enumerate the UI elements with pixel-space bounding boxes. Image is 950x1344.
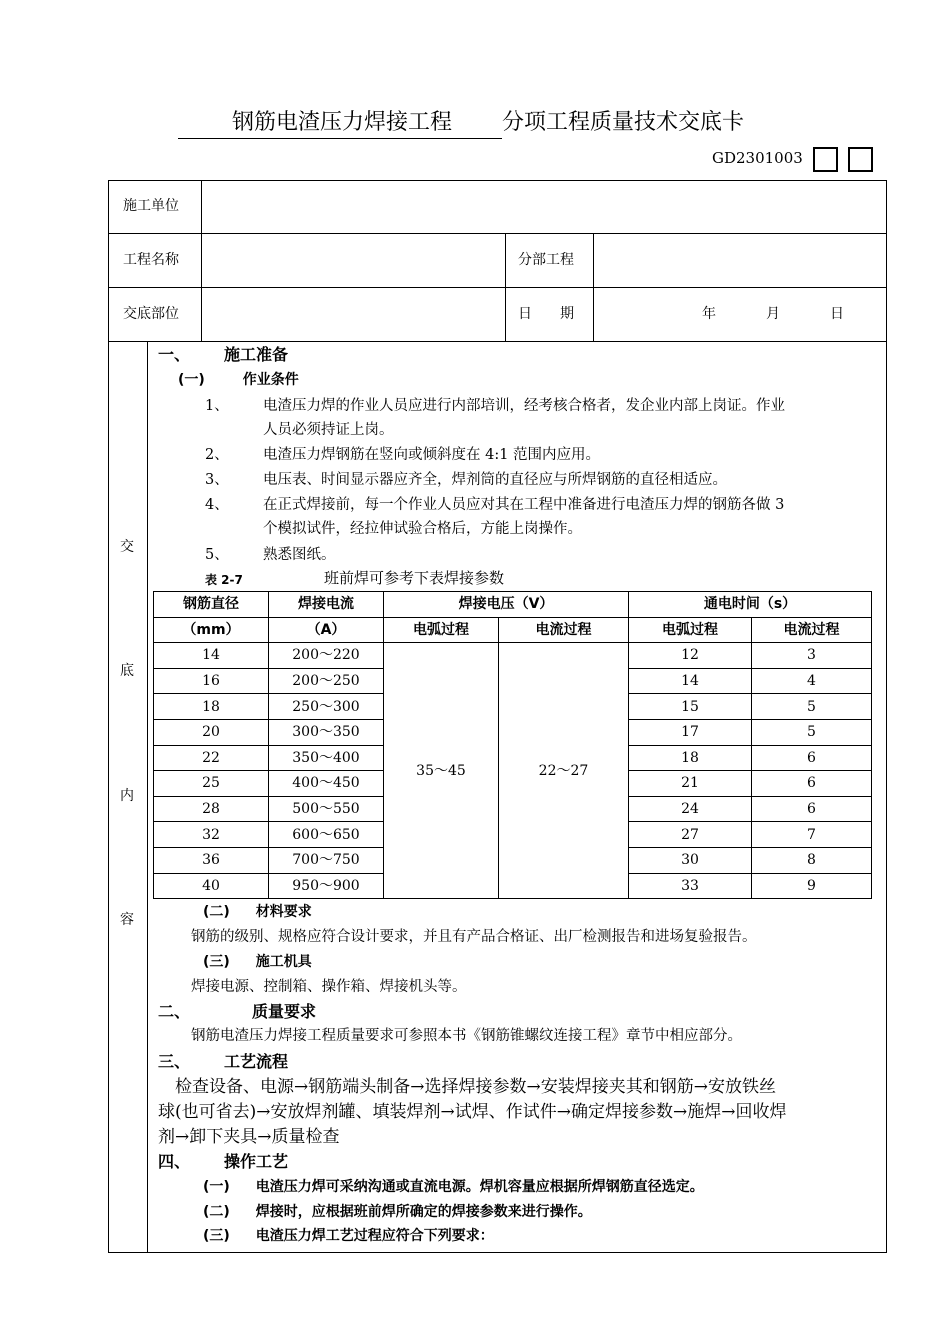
cell-diameter: 18 (154, 694, 269, 720)
list-item-number: 3、 (205, 472, 229, 488)
title-project-name: 钢筋电渣压力焊接工程 (178, 108, 502, 139)
side-label-char: 交 (120, 539, 134, 555)
cell-diameter: 32 (154, 822, 269, 848)
cell-time-arc: 14 (629, 668, 752, 694)
process-flow-line: 剂→卸下夹具→质量检查 (158, 1127, 340, 1147)
table-number: 表 2-7 (205, 573, 243, 587)
cell-time-arc: 33 (629, 873, 752, 899)
list-item-number: 4、 (205, 497, 229, 513)
row-divider (108, 287, 887, 288)
cell-diameter: 16 (154, 668, 269, 694)
side-label-char: 内 (120, 788, 134, 804)
table-caption: 班前焊可参考下表焊接参数 (324, 569, 505, 587)
cell-time-slag: 4 (752, 668, 872, 694)
cell-diameter: 36 (154, 847, 269, 873)
cell-current: 950～900 (269, 873, 384, 899)
cell-current: 200～220 (269, 643, 384, 669)
operation-item-number: (二) (203, 1204, 230, 1220)
header-voltage-arc: 电弧过程 (384, 617, 499, 643)
section-heading (158, 343, 288, 367)
header-current-unit: （A） (269, 617, 384, 643)
cell-time-arc: 24 (629, 796, 752, 822)
section-number: 四、 (158, 1152, 191, 1171)
cell-current: 700～750 (269, 847, 384, 873)
cell-time-slag: 5 (752, 694, 872, 720)
checkbox-1[interactable] (813, 147, 838, 172)
header-time-arc: 电弧过程 (629, 617, 752, 643)
cell-current: 250～300 (269, 694, 384, 720)
project-name-label: 工程名称 (123, 252, 179, 268)
cell-time-slag: 6 (752, 745, 872, 771)
cell-current: 400～450 (269, 771, 384, 797)
list-item-text: 个模拟试件，经拉伸试验合格后，方能上岗操作。 (263, 521, 582, 537)
subsection-heading (178, 369, 299, 391)
paragraph: 焊接电源、控制箱、操作箱、焊接机头等。 (191, 979, 467, 995)
welding-parameters-table (153, 591, 872, 899)
date-year: 年 (702, 306, 716, 322)
subsection-heading (203, 951, 312, 973)
row-divider (108, 233, 887, 234)
process-flow-line: 球(也可省去)→安放焊剂罐、填装焊剂→试焊、作试件→确定焊接参数→施焊→回收焊 (158, 1102, 787, 1122)
cell-current: 500～550 (269, 796, 384, 822)
col-divider (593, 233, 594, 341)
list-item-text: 熟悉图纸。 (263, 547, 336, 563)
cell-time-arc: 18 (629, 745, 752, 771)
table-caption-number (205, 570, 243, 590)
section-title: 施工准备 (224, 345, 289, 364)
section-heading (158, 1000, 316, 1024)
header-current: 焊接电流 (269, 592, 384, 618)
list-item-text: 人员必须持证上岗。 (263, 422, 394, 438)
operation-item (203, 1176, 704, 1198)
subsection-heading (203, 901, 312, 923)
operation-item-text: 电渣压力焊工艺过程应符合下列要求： (255, 1228, 494, 1244)
subsection-number: (二) (203, 904, 230, 920)
header-time-slag: 电流过程 (752, 617, 872, 643)
cell-voltage-slag: 22～27 (499, 643, 629, 899)
section-title: 操作工艺 (224, 1152, 289, 1171)
list-item-number: 1、 (205, 398, 229, 414)
list-item-number: 5、 (205, 547, 229, 563)
section-title: 质量要求 (252, 1002, 317, 1021)
header-diameter: 钢筋直径 (154, 592, 269, 618)
title-suffix: 分项工程质量技术交底卡 (502, 110, 745, 135)
paragraph: 钢筋的级别、规格应符合设计要求，并且有产品合格证、出厂检测报告和进场复验报告。 (191, 929, 757, 945)
operation-item-text: 焊接时，应根据班前焊所确定的焊接参数来进行操作。 (255, 1204, 592, 1220)
checkbox-2[interactable] (848, 147, 873, 172)
section-title: 工艺流程 (224, 1052, 289, 1071)
cell-time-slag: 7 (752, 822, 872, 848)
date-label: 日 期 (518, 306, 574, 322)
date-month: 月 (766, 306, 780, 322)
table-header-row (154, 617, 872, 643)
row-divider (108, 341, 887, 342)
operation-item-number: (一) (203, 1179, 230, 1195)
cell-time-slag: 8 (752, 847, 872, 873)
cell-voltage-arc: 35～45 (384, 643, 499, 899)
operation-item (203, 1201, 592, 1223)
cell-current: 600～650 (269, 822, 384, 848)
cell-diameter: 22 (154, 745, 269, 771)
cell-current: 350～400 (269, 745, 384, 771)
list-item-text: 电渣压力焊的作业人员应进行内部培训，经考核合格者，发企业内部上岗证。作业 (263, 398, 785, 414)
section-number: 一、 (158, 345, 191, 364)
cell-time-slag: 3 (752, 643, 872, 669)
list-item-text: 在正式焊接前，每一个作业人员应对其在工程中准备进行电渣压力焊的钢筋各做 3 (263, 497, 785, 513)
list-item-number: 2、 (205, 447, 229, 463)
subsection-title: 作业条件 (242, 372, 299, 388)
list-item-text: 电渣压力焊钢筋在竖向或倾斜度在 4:1 范围内应用。 (263, 447, 601, 463)
cell-time-arc: 27 (629, 822, 752, 848)
cell-time-arc: 15 (629, 694, 752, 720)
page-title (178, 106, 878, 140)
col-divider (201, 180, 202, 341)
subsection-title: 施工机具 (255, 954, 312, 970)
date-day: 日 (830, 306, 844, 322)
cell-time-arc: 21 (629, 771, 752, 797)
section-heading (158, 1050, 288, 1074)
table-header-row (154, 592, 872, 618)
cell-time-slag: 6 (752, 771, 872, 797)
cell-diameter: 40 (154, 873, 269, 899)
subsection-title: 材料要求 (255, 904, 312, 920)
list-item-text: 电压表、时间显示器应齐全，焊剂筒的直径应与所焊钢筋的直径相适应。 (263, 472, 727, 488)
col-divider (147, 341, 148, 1253)
document-code: GD2301003 (712, 149, 803, 167)
operation-item (203, 1225, 494, 1247)
cell-diameter: 14 (154, 643, 269, 669)
cell-time-slag: 6 (752, 796, 872, 822)
cell-diameter: 20 (154, 719, 269, 745)
subsection-number: (一) (178, 372, 205, 388)
table-row (154, 643, 872, 669)
cell-time-slag: 5 (752, 719, 872, 745)
cell-time-arc: 17 (629, 719, 752, 745)
location-label: 交底部位 (123, 306, 179, 322)
cell-time-arc: 12 (629, 643, 752, 669)
cell-current: 300～350 (269, 719, 384, 745)
process-flow-line: 检查设备、电源→钢筋端头制备→选择焊接参数→安装焊接夹其和钢筋→安放铁丝 (158, 1077, 776, 1097)
cell-time-slag: 9 (752, 873, 872, 899)
side-label-char: 容 (120, 912, 134, 928)
header-voltage: 焊接电压（V） (384, 592, 629, 618)
subsection-number: (三) (203, 954, 230, 970)
unit-label: 施工单位 (123, 198, 179, 214)
paragraph: 钢筋电渣压力焊接工程质量要求可参照本书《钢筋锥螺纹连接工程》章节中相应部分。 (191, 1028, 742, 1044)
section-heading (158, 1150, 288, 1174)
col-divider (505, 233, 506, 341)
header-time: 通电时间（s） (629, 592, 872, 618)
header-voltage-slag: 电流过程 (499, 617, 629, 643)
header-diameter-unit: （mm） (154, 617, 269, 643)
operation-item-text: 电渣压力焊可采纳沟通或直流电源。焊机容量应根据所焊钢筋直径选定。 (255, 1179, 704, 1195)
cell-diameter: 25 (154, 771, 269, 797)
operation-item-number: (三) (203, 1228, 230, 1244)
section-number: 三、 (158, 1052, 191, 1071)
cell-time-arc: 30 (629, 847, 752, 873)
cell-current: 200～250 (269, 668, 384, 694)
side-label-char: 底 (120, 663, 134, 679)
subproject-label: 分部工程 (518, 252, 574, 268)
section-number: 二、 (158, 1002, 191, 1021)
cell-diameter: 28 (154, 796, 269, 822)
